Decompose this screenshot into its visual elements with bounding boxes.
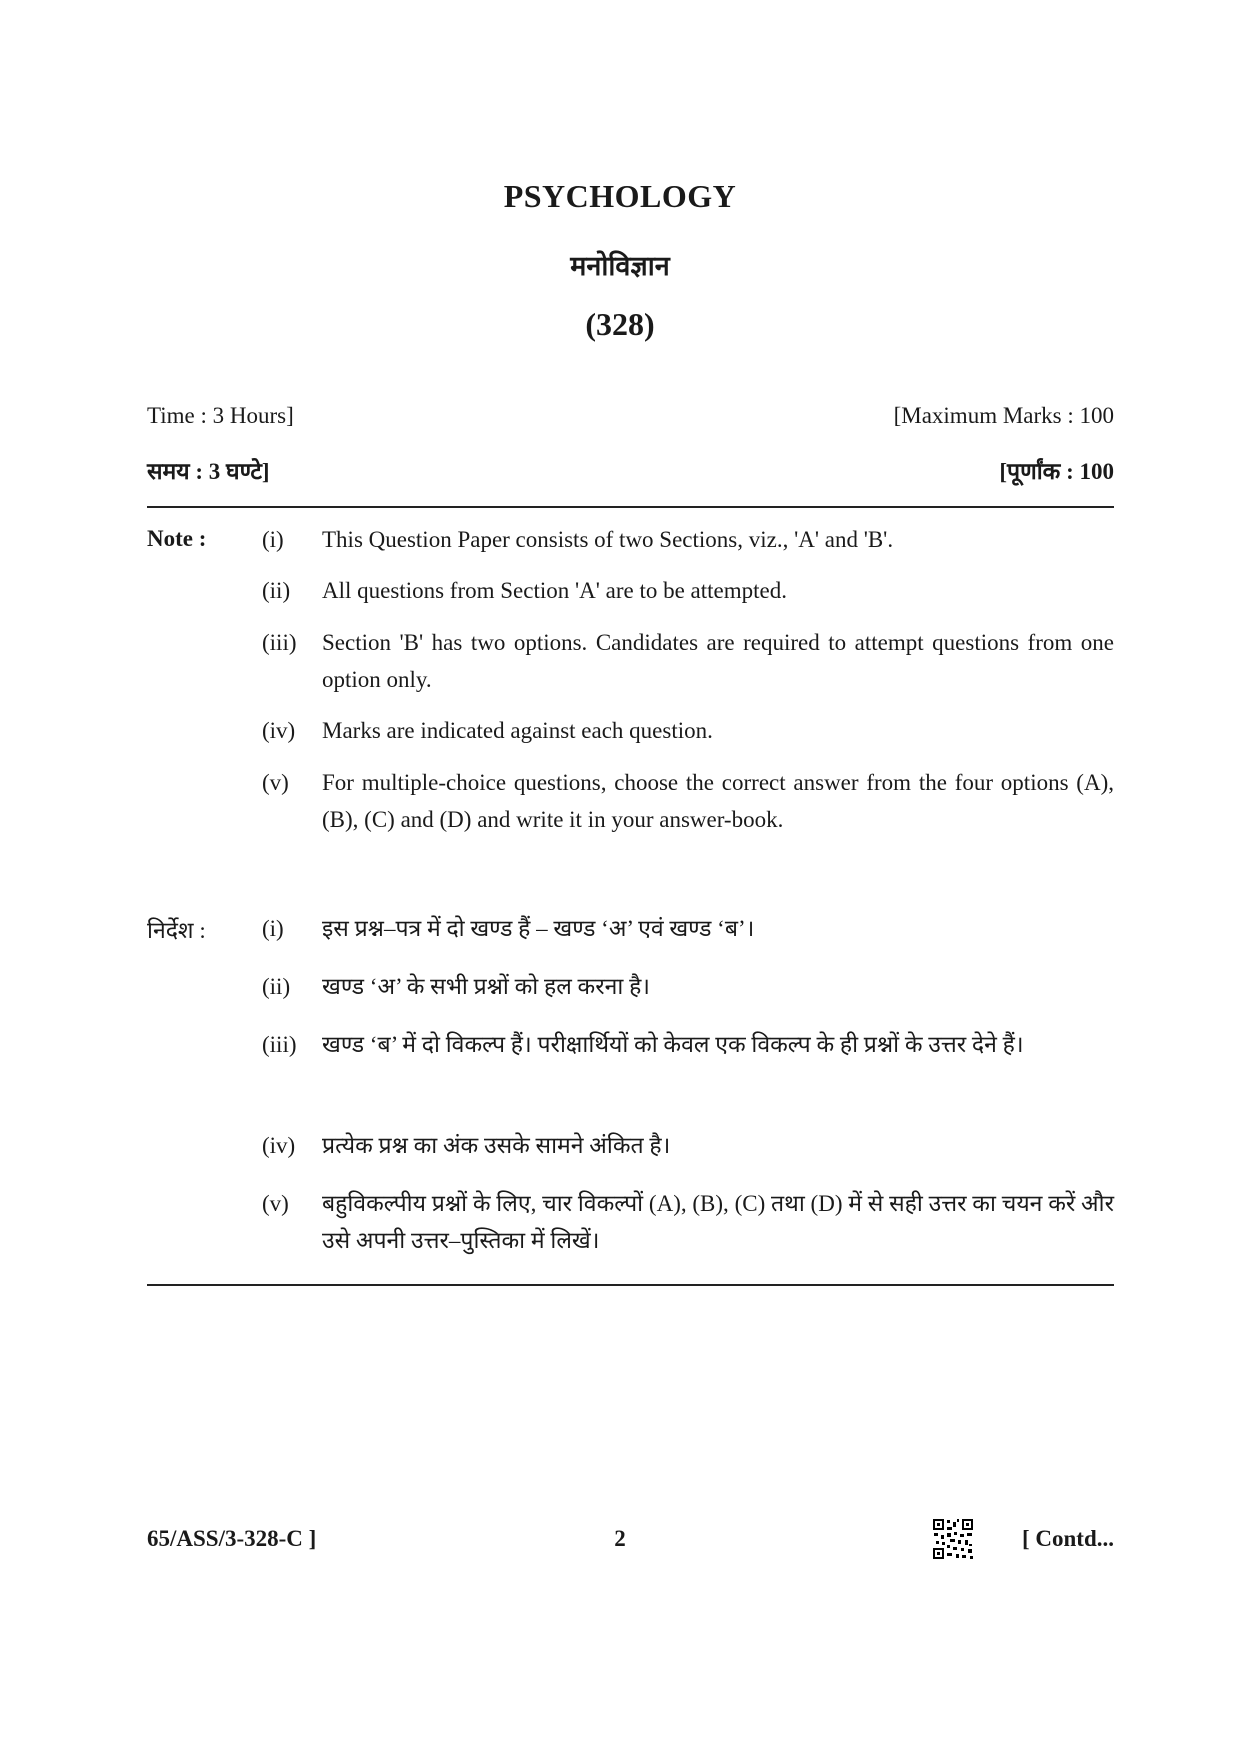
- nirdesh-item-number: (v): [262, 1191, 289, 1216]
- bottom-divider: [147, 1284, 1114, 1286]
- subject-code: (328): [585, 306, 655, 342]
- continued-marker: [ Contd...: [1021, 1526, 1114, 1551]
- nirdesh-item-number: (i): [262, 916, 284, 941]
- nirdesh-item-number: (iv): [262, 1133, 296, 1158]
- nirdesh-item-number: (ii): [262, 974, 291, 999]
- subject-title-hindi: मनोविज्ञान: [570, 251, 670, 281]
- note-label: Note :: [147, 526, 207, 551]
- time-hindi: समय : 3 घण्टे]: [147, 459, 270, 484]
- note-item-text: For multiple-choice questions, choose the correct answer from the four options (A), (B), (C) and (D) and write it in your answer-book.: [322, 770, 1114, 832]
- note-item-text: Section 'B' has two options. Candidates are required to attempt questions from one option only.: [322, 630, 1114, 692]
- time-marks-hindi: [147, 454, 1114, 486]
- paper-code: 65/ASS/3-328-C ]: [147, 1526, 317, 1551]
- nirdesh-label: निर्देश :: [147, 918, 206, 943]
- nirdesh-item-text: इस प्रश्न–पत्र में दो खण्ड हैं – खण्ड ‘अ’ एवं खण्ड ‘ब’।: [322, 916, 755, 941]
- nirdesh-item-text: खण्ड ‘ब’ में दो विकल्प हैं। परीक्षार्थियों को केवल एक विकल्प के ही प्रश्नों के उत्तर देने हैं।: [322, 1032, 1024, 1057]
- nirdesh-item-text: प्रत्येक प्रश्न का अंक उसके सामने अंकित है।: [322, 1133, 671, 1158]
- nirdesh-item-text: खण्ड ‘अ’ के सभी प्रश्नों को हल करना है।: [322, 974, 651, 999]
- max-marks-hindi: [पूर्णांक : 100: [999, 459, 1114, 484]
- nirdesh-item-number: (iii): [262, 1032, 297, 1057]
- note-item-number: (i): [262, 527, 284, 552]
- subject-title-english: PSYCHOLOGY: [503, 178, 737, 214]
- max-marks-english: [Maximum Marks : 100: [893, 403, 1114, 428]
- note-item-number: (iii): [262, 630, 297, 655]
- time-marks-english: [147, 403, 1114, 429]
- time-english: Time : 3 Hours]: [147, 403, 294, 428]
- top-divider: [147, 506, 1114, 508]
- note-item-number: (ii): [262, 578, 291, 603]
- note-item-text: Marks are indicated against each question.: [322, 718, 713, 743]
- nirdesh-item-text: बहुविकल्पीय प्रश्नों के लिए, चार विकल्पों (A), (B), (C) तथा (D) में से सही उत्तर का चयन करें और उसे अपनी उत्तर–पुस्तिका में लिखें।: [322, 1191, 1114, 1253]
- qr-code-icon: [932, 1518, 974, 1560]
- note-item-number: (v): [262, 770, 289, 795]
- note-item-number: (iv): [262, 718, 296, 743]
- page-number: 2: [614, 1526, 626, 1551]
- note-item-text: All questions from Section 'A' are to be attempted.: [322, 578, 787, 603]
- note-item-text: This Question Paper consists of two Sections, viz., 'A' and 'B'.: [322, 527, 894, 552]
